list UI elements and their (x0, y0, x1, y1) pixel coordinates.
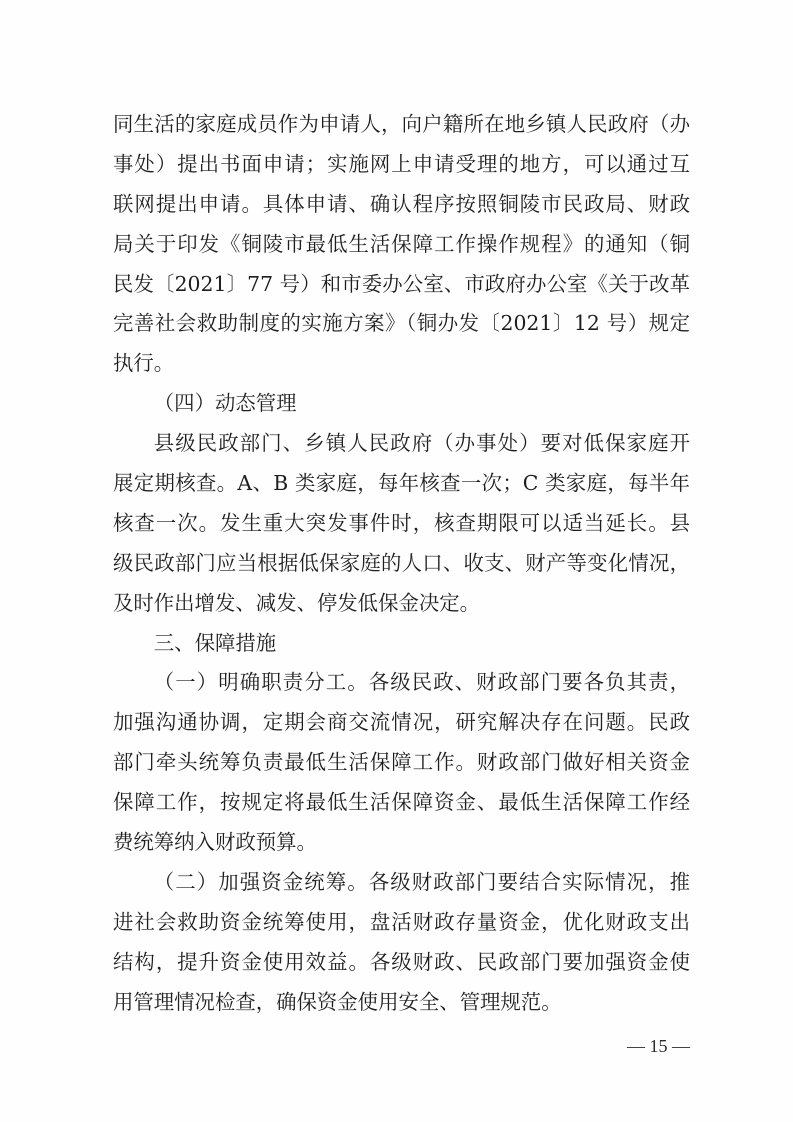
heading-dynamic-management (113, 384, 690, 424)
text-line: 完善社会救助制度的实施方案》（铜办发〔2021〕12 号）规定 (113, 311, 690, 336)
text-line: 同生活的家庭成员作为申请人，向户籍所在地乡镇人民政府（办 (113, 112, 690, 136)
text-line: 及时作出增发、减发、停发低保金决定。 (113, 590, 481, 615)
heading-safeguard-measures (113, 624, 690, 664)
document-body (113, 105, 690, 1022)
text-line: 县级民政部门、乡镇人民政府（办事处）要对低保家庭开 (153, 431, 690, 456)
page-number: — 15 — (627, 1036, 690, 1056)
paragraph-responsibilities (113, 663, 690, 862)
paragraph-application-procedure (113, 105, 690, 384)
text-line: 级民政部门应当根据低保家庭的人口、收支、财产等变化情况， (113, 550, 690, 575)
text-line: 加强沟通协调，定期会商交流情况，研究解决存在问题。民政 (113, 710, 690, 735)
text-line: 费统筹纳入财政预算。 (113, 830, 317, 855)
text-line: 进社会救助资金统筹使用，盘活财政存量资金，优化财政支出 (113, 909, 690, 934)
text-line: 联网提出申请。具体申请、确认程序按照铜陵市民政局、财政 (113, 191, 690, 216)
text-line: 民发〔2021〕77 号）和市委办公室、市政府办公室《关于改革 (113, 271, 690, 296)
paragraph-dynamic-management (113, 424, 690, 623)
text-line: 核查一次。发生重大突发事件时，核查期限可以适当延长。县 (113, 510, 690, 535)
text-line: 保障工作，按规定将最低生活保障资金、最低生活保障工作经 (113, 790, 690, 815)
paragraph-funding-coordination (113, 863, 690, 1023)
text-line: 结构，提升资金使用效益。各级财政、民政部门要加强资金使 (113, 949, 690, 974)
text-line: 事处）提出书面申请；实施网上申请受理的地方，可以通过互 (113, 151, 690, 176)
text-line: 展定期核查。A、B 类家庭，每年核查一次；C 类家庭，每半年 (113, 471, 690, 496)
text-line: 用管理情况检查，确保资金使用安全、管理规范。 (113, 989, 562, 1014)
section-heading: 三、保障措施 (153, 630, 277, 655)
text-line: 局关于印发《铜陵市最低生活保障工作操作规程》的通知（铜 (113, 231, 690, 256)
text-line: （一）明确职责分工。各级民政、财政部门要各负其责， (153, 670, 690, 695)
section-heading: （四）动态管理 (153, 391, 297, 416)
text-line: 执行。 (113, 351, 175, 376)
text-line: 部门牵头统筹负责最低生活保障工作。财政部门做好相关资金 (113, 750, 690, 775)
text-line: （二）加强资金统筹。各级财政部门要结合实际情况，推 (153, 869, 690, 894)
